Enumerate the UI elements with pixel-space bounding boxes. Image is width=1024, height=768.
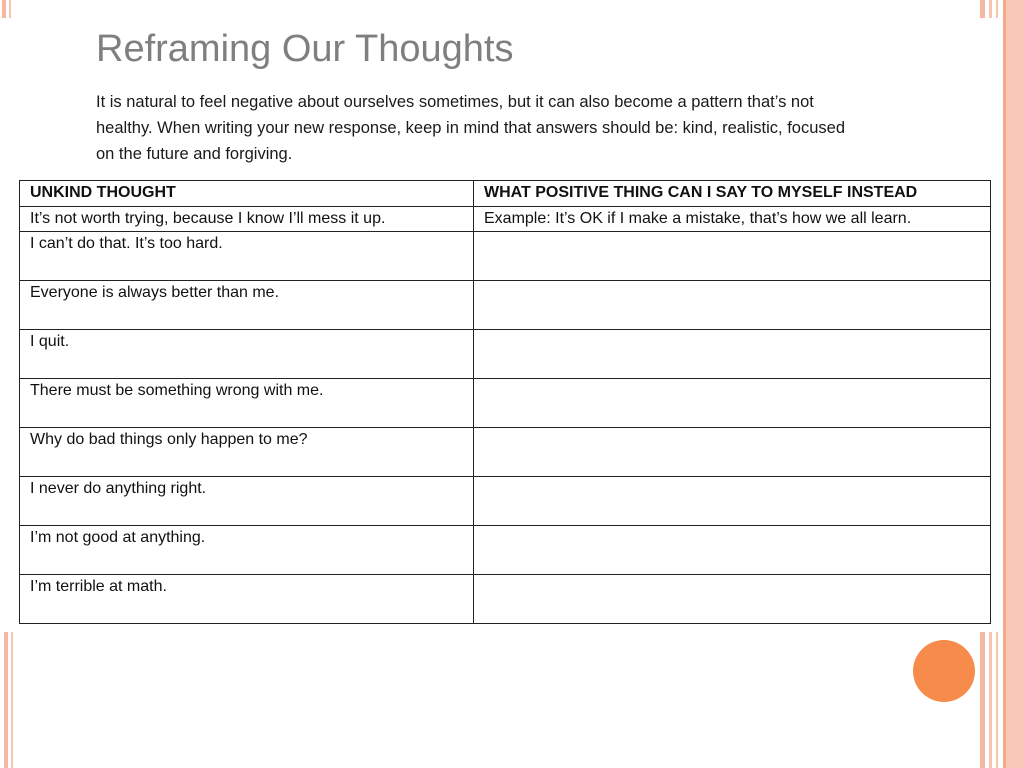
border-stripe <box>1003 0 1006 768</box>
thought-cell: I quit. <box>20 330 474 379</box>
thought-cell: I can’t do that. It’s too hard. <box>20 232 474 281</box>
thought-cell: Why do bad things only happen to me? <box>20 428 474 477</box>
intro-paragraph <box>96 89 946 167</box>
intro-line: healthy. When writing your new response, keep in mind that answers should be: kind, realistic, focused <box>96 119 846 137</box>
table-row <box>20 232 991 281</box>
header-row <box>20 181 991 207</box>
slide-title: Reframing Our Thoughts <box>96 28 514 70</box>
border-stripe <box>4 632 8 768</box>
border-stripe <box>996 632 998 768</box>
response-cell[interactable] <box>474 477 991 526</box>
border-stripe <box>980 0 985 18</box>
example-row <box>20 207 991 232</box>
response-cell[interactable] <box>474 526 991 575</box>
table-row <box>20 575 991 624</box>
response-cell[interactable] <box>474 428 991 477</box>
table-row <box>20 526 991 575</box>
thought-cell: Everyone is always better than me. <box>20 281 474 330</box>
response-cell[interactable] <box>474 379 991 428</box>
border-stripe <box>2 0 6 18</box>
border-stripe <box>1003 0 1024 768</box>
header-unkind-thought: UNKIND THOUGHT <box>20 181 474 207</box>
thought-cell: I never do anything right. <box>20 477 474 526</box>
intro-line: on the future and forgiving. <box>96 145 293 163</box>
table-row <box>20 281 991 330</box>
response-cell[interactable] <box>474 330 991 379</box>
table-row <box>20 428 991 477</box>
response-cell[interactable] <box>474 281 991 330</box>
table-row <box>20 379 991 428</box>
intro-line: It is natural to feel negative about ourselves sometimes, but it can also become a pattern that’s not <box>96 93 814 111</box>
thought-cell: I’m not good at anything. <box>20 526 474 575</box>
example-response: Example: It’s OK if I make a mistake, that’s how we all learn. <box>474 207 991 232</box>
border-stripe <box>996 0 998 18</box>
border-stripe <box>11 632 13 768</box>
header-positive-response: WHAT POSITIVE THING CAN I SAY TO MYSELF INSTEAD <box>474 181 991 207</box>
table-row <box>20 330 991 379</box>
border-stripe <box>989 0 992 18</box>
table-row <box>20 477 991 526</box>
response-cell[interactable] <box>474 232 991 281</box>
border-stripe <box>989 632 992 768</box>
border-stripe <box>980 632 985 768</box>
thought-cell: There must be something wrong with me. <box>20 379 474 428</box>
response-cell[interactable] <box>474 575 991 624</box>
reframing-table <box>19 180 991 624</box>
decorative-circle <box>913 640 975 702</box>
example-thought: It’s not worth trying, because I know I’ll mess it up. <box>20 207 474 232</box>
thought-cell: I’m terrible at math. <box>20 575 474 624</box>
border-stripe <box>9 0 11 18</box>
